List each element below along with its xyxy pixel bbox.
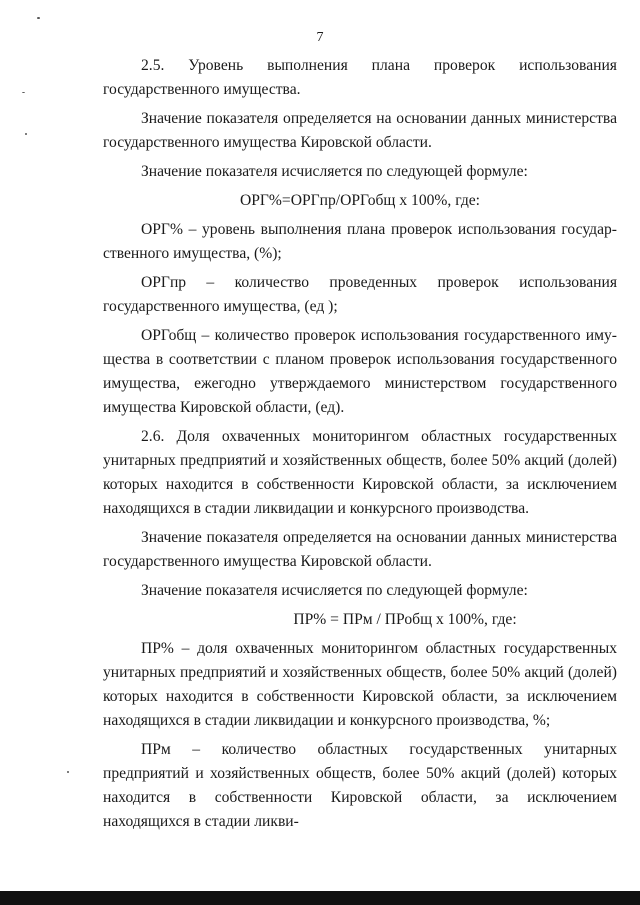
definition-org-pr: ОРГпр – количество проведенных проверок использования государственного имущества, (ед ); — [103, 274, 617, 315]
section-2-5-heading: 2.5. Уровень выполнения плана проверок использования государственного имущества. — [103, 57, 617, 98]
paragraph-formula-intro-2: Значение показателя исчисляется по следующей формуле: — [141, 582, 528, 599]
formula-org: ОРГ%=ОРГпр/ОРГобщ х 100%, где: — [239, 192, 481, 209]
paragraph-formula-intro: Значение показателя исчисляется по следующей формуле: — [141, 163, 528, 180]
scan-speck — [67, 771, 69, 773]
definition-org-percent: ОРГ% – уровень выполнения плана проверок использования государственного имущества, (%); — [103, 221, 617, 262]
scan-speck — [25, 133, 27, 135]
definition-pr-m: ПРм – количество областных государственных унитарных предприятий и хозяйственных обществ, более 50% акций (долей) которых находится в собственности Кировской области, за исключением находящихся в стадии ликви- — [103, 741, 617, 830]
paragraph-data-source: Значение показателя определяется на основании данных министерства государственного имущества Кировской области. — [103, 110, 617, 151]
document-body — [103, 54, 617, 839]
formula-pr: ПР% = ПРм / ПРобщ х 100%, где: — [293, 611, 517, 628]
page-number: 7 — [316, 30, 324, 45]
paragraph-data-source-2: Значение показателя определяется на основании данных министерства государственного имущества Кировской области. — [103, 529, 617, 570]
scan-speck — [37, 17, 40, 19]
scan-edge-bar — [0, 891, 640, 905]
definition-pr-percent: ПР% – доля охваченных мониторингом областных государственных унитарных предприятий и хозяйственных обществ, более 50% акций (долей) которых находится в собственности Кировской области, за исключением находящихся в стадии ликвидации и конкурсного производства, %; — [103, 640, 617, 729]
definition-org-obshch: ОРГобщ – количество проверок использования государственного имущества в соответствии с планом проверок использования государственного имущества, ежегодно утверждаемого министерством государственного имущества Кировской области, (ед). — [103, 327, 617, 416]
scan-speck — [22, 92, 25, 93]
section-2-6-heading: 2.6. Доля охваченных мониторингом областных государственных унитарных предприятий и хозяйственных обществ, более 50% акций (долей) которых находится в собственности Кировской области, за исключением находящихся в стадии ликвидации и конкурсного производства. — [103, 428, 617, 517]
